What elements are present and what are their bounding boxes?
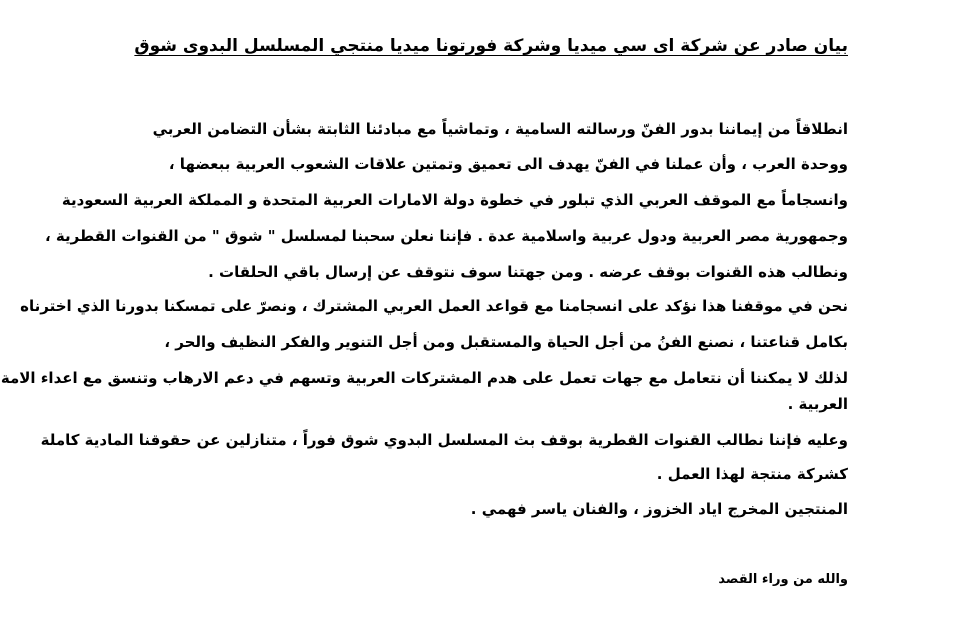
statement-closing: والله من وراء القصد bbox=[718, 572, 848, 587]
statement-line: كشركة منتجة لهذا العمل . bbox=[656, 465, 848, 483]
statement-line: بكامل قناعتنا ، نصنع الفنُ من أجل الحياة والمستقبل ومن أجل التنوير والفكر النظيف والحر ، bbox=[164, 333, 848, 351]
statement-signatories: المنتجين المخرج اياد الخزوز ، والفنان ياسر فهمي . bbox=[470, 500, 848, 518]
statement-line: لذلك لا يمكننا أن نتعامل مع جهات تعمل على هدم المشتركات العربية وتسهم في دعم الارهاب وتنسق مع اعداء الامة bbox=[0, 369, 848, 387]
statement-line: وعليه فإننا نطالب القنوات القطرية بوقف بث المسلسل البدوي شوق فوراً ، متنازلين عن حقوقنا المادية كاملة bbox=[40, 431, 848, 449]
statement-line: وانسجاماً مع الموقف العربي الذي تبلور في خطوة دولة الامارات العربية المتحدة و المملكة العربية السعودية bbox=[61, 191, 848, 209]
statement-title: بيان صادر عن شركة اى سي ميديا وشركة فورتونا ميديا منتجي المسلسل البدوى شوق bbox=[134, 36, 848, 56]
statement-line: ووحدة العرب ، وأن عملنا في الفنّ يهدف الى تعميق وتمتين علاقات الشعوب العربية ببعضها ، bbox=[168, 155, 848, 173]
statement-line: ونطالب هذه القنوات بوقف عرضه . ومن جهتنا سوف نتوقف عن إرسال باقي الحلقات . bbox=[208, 263, 848, 281]
statement-line: وجمهورية مصر العربية ودول عربية واسلامية عدة . فإننا نعلن سحبنا لمسلسل " شوق " من القنوات القطرية ، bbox=[44, 227, 848, 245]
statement-line: نحن في موقفنا هذا نؤكد على انسجامنا مع قواعد العمل العربي المشترك ، ونصرّ على تمسكنا بدورنا الذي اخترناه bbox=[20, 297, 848, 315]
statement-line: انطلاقاً من إيماننا بدور الفنّ ورسالته السامية ، وتماشياً مع مبادئنا الثابتة بشأن التضامن العربي bbox=[152, 120, 848, 138]
statement-line: العربية . bbox=[787, 395, 848, 413]
